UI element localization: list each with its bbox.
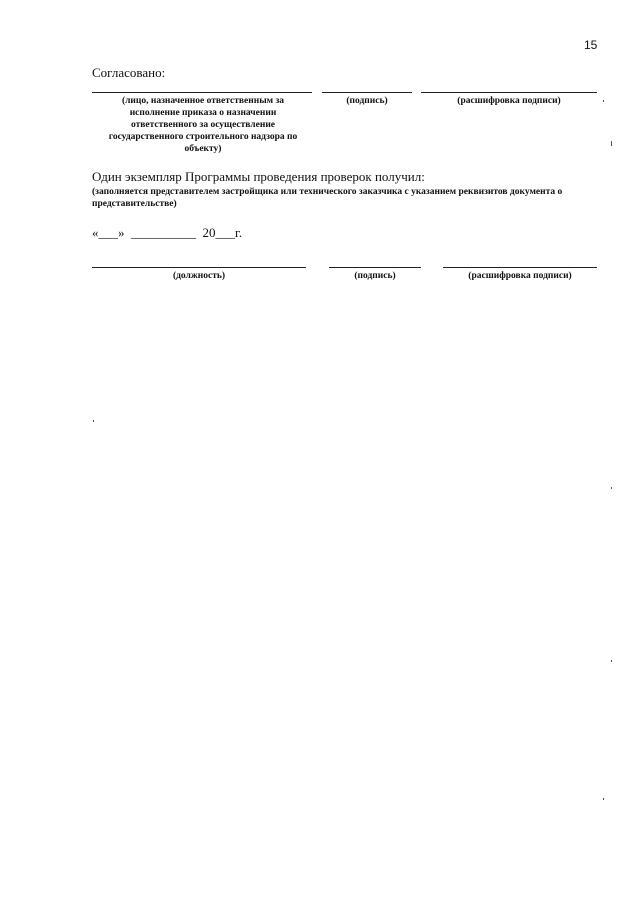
scan-speck [603, 798, 604, 800]
receipt-heading: Один экземпляр Программы проведения проверок получил: [92, 169, 425, 184]
signature-line [322, 92, 412, 93]
approval-heading: Согласовано: [92, 65, 166, 80]
scan-speck [603, 100, 604, 102]
person-caption: (лицо, назначенное ответственным за исполнение приказа о назначении ответственного за осуществление государственного строительного надзора по объекту) [108, 96, 298, 154]
person-line [92, 92, 312, 93]
scan-speck [611, 487, 612, 489]
signature-line-2 [329, 267, 421, 268]
scan-speck [611, 660, 612, 662]
decoding-caption: (расшифровка подписи) [457, 96, 561, 106]
decoding-line [421, 92, 597, 93]
date-field: «___» __________ 20___г. [92, 225, 243, 240]
signature-caption-2: (подпись) [354, 271, 396, 281]
signature-caption: (подпись) [346, 96, 388, 106]
position-caption: (должность) [172, 271, 226, 281]
scan-speck [93, 420, 94, 422]
decoding-line-2 [443, 267, 597, 268]
decoding-caption-2: (расшифровка подписи) [468, 271, 572, 281]
position-line [92, 267, 306, 268]
receipt-note: (заполняется представителем застройщика или технического заказчика с указанием реквизитов документа о представительстве) [92, 187, 563, 209]
scan-speck [611, 141, 612, 146]
page-number: 15 [584, 38, 598, 52]
